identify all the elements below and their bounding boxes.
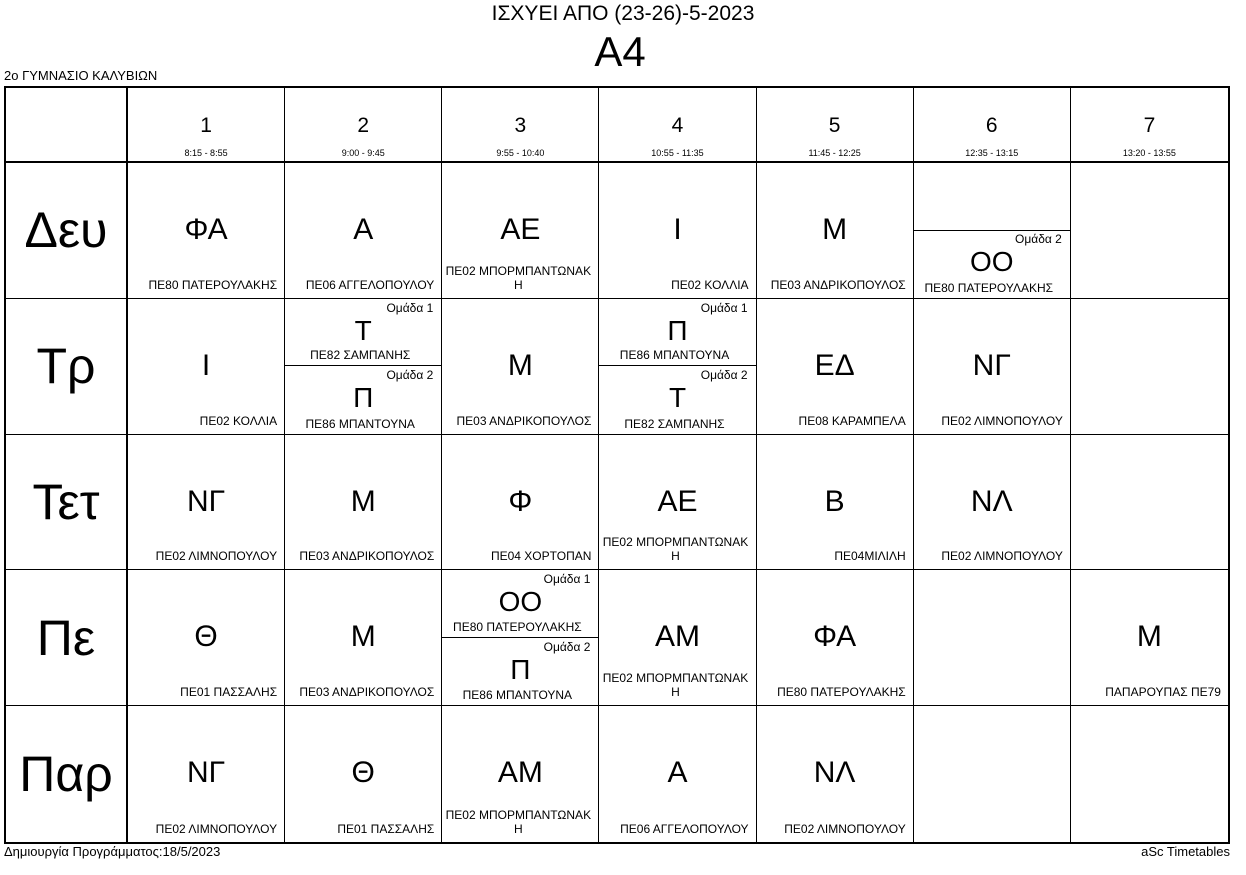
lesson-cell — [757, 570, 914, 706]
subject-code: ΦΑ — [184, 213, 228, 246]
teacher-name: ΠΕ06 ΑΓΓΕΛΟΠΟΥΛΟΥ — [620, 822, 749, 836]
subject-code: Ι — [201, 348, 211, 382]
lesson-cell — [285, 435, 442, 571]
period-header — [285, 88, 442, 163]
teacher-name: ΠΕ03 ΑΝΔΡΙΚΟΠΟΥΛΟΣ — [299, 549, 435, 564]
lesson-cell — [757, 299, 914, 435]
group-label: Ομάδα 2 — [386, 368, 434, 383]
teacher-name: ΠΕ02 ΜΠΟΡΜΠΑΝΤΩΝΑΚ Η — [602, 671, 749, 700]
period-header — [599, 88, 756, 163]
subject-code: Α — [353, 213, 374, 246]
group-lesson — [914, 230, 1070, 298]
group-lesson — [285, 366, 441, 433]
subject-code: ΟΟ — [969, 245, 1014, 277]
lesson-cell — [599, 706, 756, 842]
subject-code: ΕΔ — [814, 348, 855, 382]
lesson-cell — [285, 570, 442, 706]
teacher-name: ΠΕ02 ΜΠΟΡΜΠΑΝΤΩΝΑΚ Η — [445, 808, 592, 836]
teacher-name: ΠΕ80 ΠΑΤΕΡΟΥΛΑΚΗΣ — [453, 619, 582, 634]
subject-code: ΝΓ — [972, 348, 1011, 382]
lesson-cell — [599, 435, 756, 571]
group-label: Ομάδα 1 — [386, 300, 434, 315]
period-time: 8:15 - 8:55 — [184, 148, 228, 158]
subject-code: Π — [353, 382, 374, 414]
lesson-cell — [442, 706, 599, 842]
subject-code: ΑΕ — [500, 213, 541, 246]
teacher-name: ΠΕ02 ΛΙΜΝΟΠΟΥΛΟΥ — [941, 413, 1063, 428]
lesson-cell — [914, 706, 1071, 842]
subject-code: ΑΜ — [654, 620, 700, 654]
period-header — [914, 88, 1071, 163]
subject-code: Α — [667, 756, 688, 790]
teacher-name: ΠΕ86 ΜΠΑΝΤΟΥΝΑ — [619, 348, 730, 363]
creation-date: Δημιουργία Προγράμματος:18/5/2023 — [4, 844, 221, 859]
lesson-cell — [128, 435, 285, 571]
subject-code: Φ — [508, 484, 533, 518]
period-header — [757, 88, 914, 163]
lesson-cell — [442, 163, 599, 299]
day-label: Πε — [6, 570, 128, 706]
subject-code: Π — [510, 653, 531, 685]
teacher-name: ΠΕ01 ΠΑΣΣΑΛΗΣ — [180, 685, 278, 700]
teacher-name: ΠΕ03 ΑΝΔΡΙΚΟΠΟΥΛΟΣ — [770, 277, 906, 292]
period-header — [128, 88, 285, 163]
day-label: Δευ — [6, 163, 128, 299]
group-lesson — [442, 570, 598, 637]
group-lesson — [442, 638, 598, 705]
teacher-name: ΠΕ80 ΠΑΤΕΡΟΥΛΑΚΗΣ — [924, 280, 1054, 295]
period-time: 13:20 - 13:55 — [1122, 148, 1176, 158]
teacher-name: ΠΕ86 ΜΠΑΝΤΟΥΝΑ — [305, 416, 415, 431]
day-label: Τετ — [6, 435, 128, 571]
period-number: 4 — [671, 114, 684, 137]
lesson-cell — [757, 163, 914, 299]
lesson-cell — [914, 299, 1071, 435]
subject-code: Τ — [668, 382, 687, 414]
teacher-name: ΠΕ04 ΧΟΡΤΟΠΑΝ — [490, 549, 592, 564]
lesson-cell — [442, 435, 599, 571]
subject-code: ΑΕ — [657, 484, 698, 518]
period-time: 12:35 - 13:15 — [965, 148, 1019, 158]
subject-code: Ι — [673, 213, 682, 246]
teacher-name: ΠΕ01 ΠΑΣΣΑΛΗΣ — [337, 822, 435, 836]
lesson-cell — [757, 706, 914, 842]
period-header — [1071, 88, 1228, 163]
subject-code: Θ — [351, 756, 375, 790]
teacher-name: ΠΕ82 ΣΑΜΠΑΝΗΣ — [310, 348, 411, 363]
subject-code: Μ — [1136, 620, 1162, 654]
subject-code: Τ — [354, 314, 372, 346]
group-lesson — [599, 366, 755, 433]
subject-code: ΦΑ — [813, 620, 857, 654]
subject-code: Μ — [507, 348, 533, 382]
subject-code: Θ — [194, 620, 218, 654]
teacher-name: ΠΕ02 ΛΙΜΝΟΠΟΥΛΟΥ — [941, 549, 1063, 564]
teacher-name: ΠΕ06 ΑΓΓΕΛΟΠΟΥΛΟΥ — [305, 277, 435, 292]
subject-code: Μ — [350, 620, 376, 654]
teacher-name: ΠΕ86 ΜΠΑΝΤΟΥΝΑ — [462, 688, 573, 703]
lesson-cell — [599, 570, 756, 706]
lesson-cell — [128, 299, 285, 435]
lesson-cell — [914, 435, 1071, 571]
subject-code: ΝΓ — [186, 756, 226, 790]
lesson-cell — [285, 163, 442, 299]
teacher-name: ΠΕ04ΜΙΛΙΛΗ — [834, 549, 906, 564]
lesson-cell — [442, 570, 599, 706]
corner-cell — [6, 88, 128, 163]
class-name: Α4 — [594, 28, 646, 75]
teacher-name: ΠΑΠΑΡΟΥΠΑΣ ΠΕ79 — [1105, 685, 1221, 700]
empty-group-slot — [914, 163, 1070, 231]
period-time: 11:45 - 12:25 — [808, 148, 861, 158]
lesson-cell — [1071, 706, 1228, 842]
group-label: Ομάδα 1 — [700, 300, 748, 315]
day-label: Παρ — [6, 706, 128, 842]
lesson-cell — [442, 299, 599, 435]
teacher-name: ΠΕ02 ΛΙΜΝΟΠΟΥΛΟΥ — [784, 822, 906, 836]
subject-code: ΑΜ — [497, 756, 543, 790]
subject-code: Π — [667, 314, 688, 346]
period-number: 6 — [985, 114, 998, 137]
period-header — [442, 88, 599, 163]
period-number: 3 — [514, 114, 527, 137]
teacher-name: ΠΕ08 ΚΑΡΑΜΠΕΛΑ — [798, 413, 906, 428]
group-lesson — [599, 299, 755, 366]
lesson-cell — [757, 435, 914, 571]
lesson-cell — [914, 570, 1071, 706]
period-number: 5 — [828, 114, 841, 137]
period-time: 9:55 - 10:40 — [496, 148, 545, 158]
teacher-name: ΠΕ02 ΛΙΜΝΟΠΟΥΛΟΥ — [155, 822, 278, 836]
teacher-name: ΠΕ02 ΜΠΟΡΜΠΑΝΤΩΝΑΚ Η — [602, 535, 749, 564]
subject-code: ΝΛ — [813, 756, 856, 790]
lesson-cell — [128, 570, 285, 706]
lesson-cell — [914, 163, 1071, 299]
lesson-cell — [1071, 299, 1228, 435]
day-label: Τρ — [6, 299, 128, 435]
lesson-cell — [1071, 163, 1228, 299]
teacher-name: ΠΕ80 ΠΑΤΕΡΟΥΛΑΚΗΣ — [148, 277, 278, 292]
lesson-cell — [285, 299, 442, 435]
subject-code: ΝΓ — [186, 484, 226, 518]
subject-code: ΟΟ — [498, 586, 543, 618]
teacher-name: ΠΕ02 ΜΠΟΡΜΠΑΝΤΩΝΑΚ Η — [445, 263, 592, 292]
lesson-cell — [128, 163, 285, 299]
teacher-name: ΠΕ02 ΛΙΜΝΟΠΟΥΛΟΥ — [155, 549, 278, 564]
period-time: 9:00 - 9:45 — [341, 148, 385, 158]
timetable-grid — [4, 86, 1230, 844]
lesson-cell — [1071, 435, 1228, 571]
school-name: 2ο ΓΥΜΝΑΣΙΟ ΚΑΛΥΒΙΩΝ — [4, 68, 158, 83]
period-number: 1 — [200, 114, 212, 137]
subject-code: Β — [824, 484, 845, 518]
software-credit: aSc Timetables — [1141, 844, 1230, 859]
period-time: 10:55 - 11:35 — [651, 148, 704, 158]
teacher-name: ΠΕ03 ΑΝΔΡΙΚΟΠΟΥΛΟΣ — [299, 685, 435, 700]
lesson-cell — [285, 706, 442, 842]
teacher-name: ΠΕ02 ΚΟΛΛΙΑ — [199, 413, 278, 428]
teacher-name: ΠΕ80 ΠΑΤΕΡΟΥΛΑΚΗΣ — [777, 685, 906, 700]
lesson-cell — [128, 706, 285, 842]
group-label: Ομάδα 1 — [543, 572, 591, 587]
group-label: Ομάδα 2 — [700, 368, 748, 383]
subject-code: Μ — [822, 213, 848, 246]
lesson-cell — [599, 299, 756, 435]
teacher-name: ΠΕ82 ΣΑΜΠΑΝΗΣ — [624, 416, 725, 431]
subject-code: ΝΛ — [970, 484, 1013, 518]
teacher-name: ΠΕ02 ΚΟΛΛΙΑ — [671, 277, 749, 292]
group-lesson — [285, 299, 441, 366]
period-number: 2 — [357, 114, 370, 137]
validity-title: ΙΣΧΥΕΙ ΑΠΟ (23-26)-5-2023 — [491, 2, 755, 25]
group-label: Ομάδα 2 — [1015, 231, 1062, 246]
lesson-cell — [599, 163, 756, 299]
group-label: Ομάδα 2 — [543, 639, 591, 654]
teacher-name: ΠΕ03 ΑΝΔΡΙΚΟΠΟΥΛΟΣ — [456, 413, 592, 428]
period-number: 7 — [1143, 114, 1156, 137]
lesson-cell — [1071, 570, 1228, 706]
subject-code: Μ — [350, 484, 376, 518]
